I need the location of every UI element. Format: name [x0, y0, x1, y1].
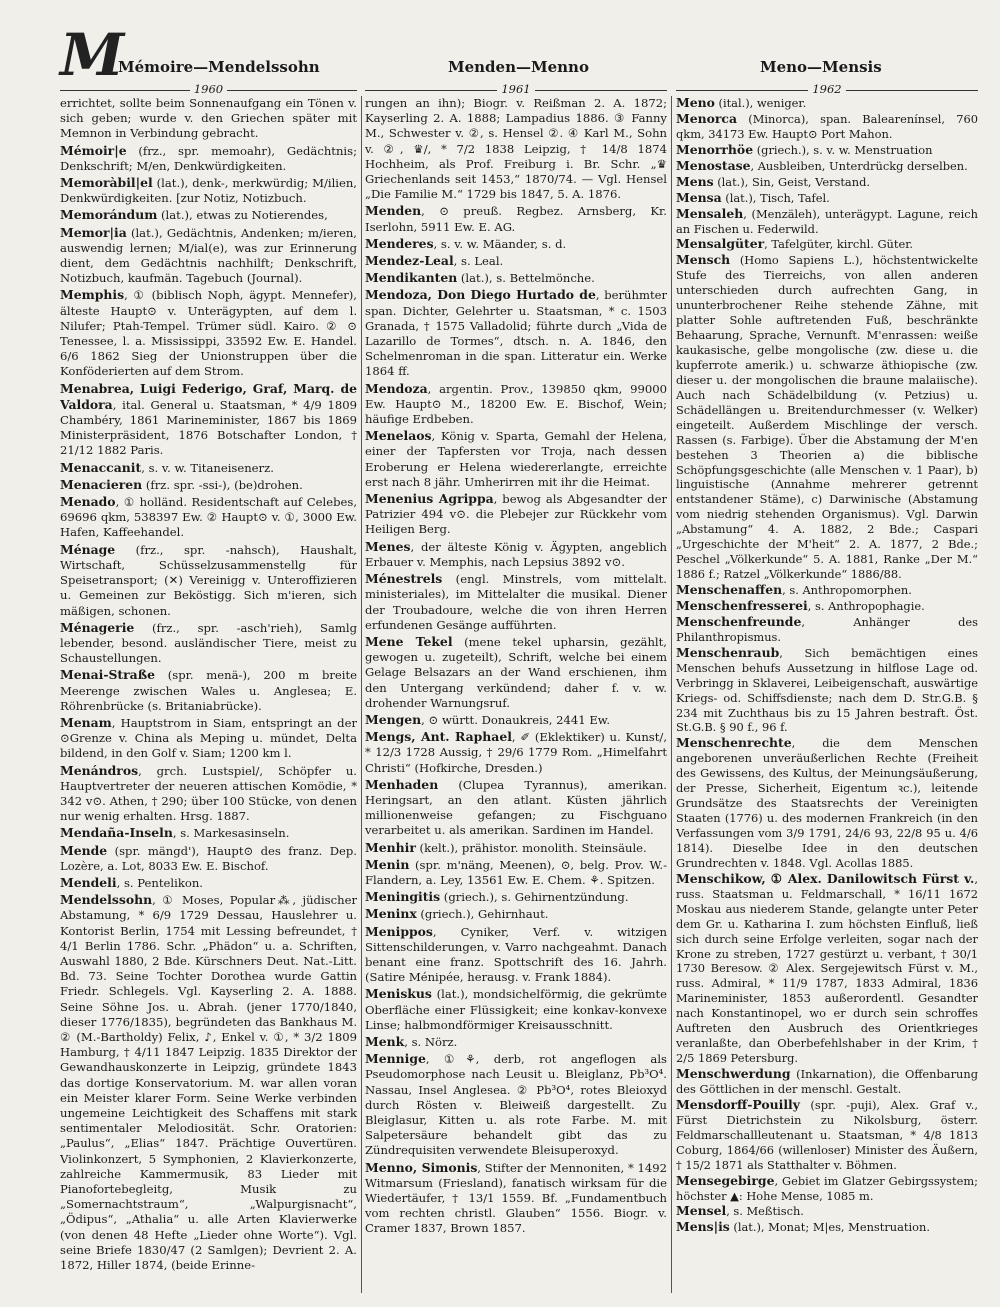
entry-headword: Menschenfreunde — [676, 613, 802, 629]
entry-text: , der älteste König v. Ägypten, angeblich Erbauer v. Memphis, nach Lepsius 3892 v⊙. — [365, 539, 667, 569]
entry-headword: Mensaleh — [676, 205, 744, 221]
entry-headword: Mens — [676, 173, 714, 189]
entry-text: , ① holländ. Residentschaft auf Celebes, 69696 qkm, 538397 Ew. ② Haupt⊙ v. ①, 3000 Ew. Hafen, Kaffeehandel. — [60, 495, 357, 540]
page-header-left: Mémoire—Mendelssohn — [118, 58, 320, 76]
page-number-right: 1962 — [676, 82, 978, 96]
entry-headword: Ménagerie — [60, 619, 135, 635]
dictionary-entry — [60, 175, 357, 206]
entry-headword: Mens|is — [676, 1219, 730, 1235]
dictionary-entry — [365, 906, 667, 922]
entry-headword: Menin — [365, 856, 410, 872]
dictionary-entry — [365, 634, 667, 711]
dictionary-entry — [60, 843, 357, 874]
dictionary-entry — [60, 143, 357, 174]
entry-headword: Mendoza — [365, 380, 428, 396]
dictionary-entry — [365, 924, 667, 986]
entry-text: (mene tekel upharsin, gezählt, gewogen u. zugeteilt), Schrift, welche bei einem Gelage Belsazars an der Wand erschienen, ihm den Untergang verkündend; daher f. v. w. drohender Warnungsruf. — [365, 634, 667, 710]
entry-text: , (Menzäleh), unterägypt. Lagune, reich an Fischen u. Federwild. — [676, 206, 978, 236]
entry-text: , ✐ (Eklektiker) u. Kunst/, * 12/3 1728 Aussig, † 29/6 1779 Rom. „Himelfahrt Christi“ (Hofkirche, Dresden.) — [365, 730, 667, 775]
entry-headword: Menschikow, ① Alex. Danilowitsch Fürst v. — [676, 870, 975, 886]
dictionary-entry — [676, 1204, 978, 1219]
entry-headword: Menam — [60, 714, 112, 730]
entry-headword: Menorca — [676, 110, 737, 126]
entry-headword: Menado — [60, 494, 116, 510]
entry-headword: Mendez-Leal — [365, 253, 454, 269]
entry-headword: Meningitis — [365, 889, 441, 905]
dictionary-entry — [365, 1034, 667, 1050]
entry-text: , s. Nörz. — [404, 1034, 458, 1049]
dictionary-entry — [60, 96, 357, 142]
entry-text: , König v. Sparta, Gemahl der Helena, einer der Tapfersten vor Troja, nach dessen Eroberung er Helena wiedererlangte, erreichte erst nach 8 jähr. Umherirren mit ihr die Heimat. — [365, 429, 667, 489]
entry-text: , s. v. w. Mäander, s. d. — [433, 236, 567, 251]
entry-text: , s. Meßtisch. — [726, 1204, 804, 1219]
dictionary-entry — [60, 460, 357, 476]
entry-text: (griech.), s. v. w. Menstruation — [753, 142, 933, 157]
dictionary-entry — [365, 840, 667, 856]
entry-text: (spr. menä-), 200 m breite Meerenge zwischen Wales u. Anglesea; E. Röhrenbrücke (s. Britaniabrücke). — [60, 668, 357, 713]
dictionary-entry — [365, 203, 667, 234]
entry-headword: Menaccanit — [60, 459, 142, 475]
section-letter: M — [60, 21, 123, 89]
dictionary-entry — [60, 287, 357, 379]
dictionary-entry — [676, 583, 978, 598]
entry-headword: Ménestrels — [365, 571, 443, 587]
entry-text: (spr. m'näng, Meenen), ⊙, belg. Prov. W.-Flandern, a. Ley, 13561 Ew. E. Chem. ⚘. Spitzen. — [365, 857, 667, 887]
dictionary-entry — [60, 477, 357, 493]
entry-text: (lat.), mondsichelförmig, die gekrümte Oberfläche einer Flüssigkeit; eine konkav-konvexe Linse; halbmondförmiger Kreisausschnitt. — [365, 987, 667, 1032]
dictionary-entry — [676, 1174, 978, 1204]
entry-headword: Mensch — [676, 252, 731, 268]
entry-headword: Memorándum — [60, 207, 158, 223]
dictionary-entry — [60, 494, 357, 541]
entry-text: (spr. mängd'), Haupt⊙ des franz. Dep. Lozère, a. Lot, 8033 Ew. E. Bischof. — [60, 843, 357, 873]
dictionary-entry — [365, 253, 667, 269]
entry-text: (lat.), Sin, Geist, Verstand. — [713, 174, 870, 189]
entry-headword: Menk — [365, 1033, 405, 1049]
entry-text: , s. Anthropophagie. — [807, 598, 925, 613]
entry-text: , Cyniker, Verf. v. witzigen Sittenschilderungen, v. Varro nachgeahmt. Danach benant eine franz. Spottschrift des 16. Jahrh. (Satire Ménipée, herausg. v. Frank 1884). — [365, 924, 667, 985]
entry-text: (ital.), weniger. — [714, 96, 807, 110]
entry-headword: Menai-Straße — [60, 667, 156, 683]
dictionary-entry — [60, 225, 357, 287]
dictionary-entry — [676, 207, 978, 237]
entry-text: , Hauptstrom in Siam, entspringt an der ⊙Grenze v. China als Meping u. mündet, Delta bildend, in den Golf v. Siam; 1200 km l. — [60, 715, 357, 761]
dictionary-entry — [60, 825, 357, 841]
dictionary-entry — [365, 1051, 667, 1158]
dictionary-entry — [60, 381, 357, 459]
entry-text: , grch. Lustspiel/, Schöpfer u. Hauptvertreter der neueren attischen Komödie, * 342 v⊙. Athen, † 290; über 100 Stücke, von denen nur wenig erhalten. Hrsg. 1887. — [60, 763, 357, 824]
entry-text: , Anhänger des Philanthropismus. — [676, 614, 978, 644]
entry-headword: Menhaden — [365, 776, 439, 792]
entry-headword: Menippos — [365, 923, 433, 939]
entry-text: errichtet, sollte beim Sonnenaufgang ein Tönen v. sich geben; wurde v. den Griechen später mit Memnon in Verbindung gebracht. — [60, 96, 357, 141]
entry-text: (frz. spr. -ssi-), (be)drohen. — [142, 477, 303, 492]
dictionary-entry — [365, 287, 667, 379]
dictionary-entry — [60, 875, 357, 891]
dictionary-entry — [676, 159, 978, 174]
entry-headword: Menschenraub — [676, 644, 780, 660]
entry-headword: Mendaña-Inseln — [60, 825, 173, 841]
entry-headword: Menostase — [676, 157, 751, 173]
dictionary-entry — [365, 729, 667, 776]
entry-text: , s. Markesasinseln. — [172, 826, 290, 841]
text-column-right — [676, 96, 978, 1293]
dictionary-entry — [676, 253, 978, 582]
entry-text: (frz., spr. memoahr), Gedächtnis; Denkschrift; M/en, Denkwürdigkeiten. — [60, 143, 357, 173]
text-column-left — [60, 96, 357, 1293]
entry-headword: Memor|ia — [60, 224, 127, 240]
entry-headword: Mendoza, Don Diego Hurtado de — [365, 287, 596, 303]
entry-headword: Meninx — [365, 906, 417, 922]
dictionary-entry — [60, 667, 357, 714]
entry-headword: Mende — [60, 842, 108, 858]
entry-text: , Sich bemächtigen eines Menschen behufs Aussetzung in hilflose Lage od. Verbringg in Sklaverei, Leibeigenschaft, auswärtige Kriegs- od. Schiffsdienste; nach dem D. Str.G.B. § 234 mit Zuchthaus bis zu 15 Jahren bestraft. Öst. St.G.B. § 90 f., 96 f. — [676, 645, 978, 735]
entry-text: (Minorca), span. Balearenínsel, 760 qkm, 34173 Ew. Haupt⊙ Port Mahon. — [676, 111, 978, 141]
entry-text: (lat.), Monat; M|es, Menstruation. — [729, 1220, 930, 1235]
entry-text: , berühmter span. Dichter, Gelehrter u. Staatsman, * c. 1503 Granada, † 1575 Valladolid; führte durch „Vida de Lazarillo de Tormes“, dtsch. n. A. 1846, den Schelmenroman in die span. Litteratur ein. Werke 1864 ff. — [365, 288, 667, 379]
entry-headword: Mene Tekel — [365, 633, 453, 649]
dictionary-entry — [365, 1160, 667, 1237]
entry-text: , Tafelgüter, kirchl. Güter. — [764, 237, 914, 252]
dictionary-entry — [365, 381, 667, 428]
dictionary-entry — [60, 207, 357, 223]
entry-text: , ital. General u. Staatsman, * 4/9 1809 Chambéry, 1861 Marineminister, 1867 bis 1869 Ministerpräsident, 1876 Botschafter London, † 21/12 1882 Paris. — [60, 397, 357, 458]
entry-text: , die dem Menschen angeborenen unveräußerlichen Rechte (Freiheit des Gewissens, des Kultus, der Meinungsäußerung, der Presse, Sicherheit, Eigentum ꝛc.), leitende Grundsätze des Staatsrechts der Vereinigten Staaten (1776) u. des modernen Frankreich (in den Verfassungen vom 3/9 1791, 24/6 93, 22/8 95 u. 4/6 1814). Dieselbe Idee in den deutschen Grundrechten v. 1848. Vgl. Acollas 1885. — [676, 736, 978, 870]
entry-headword: Menelaos — [365, 428, 432, 444]
entry-headword: Menorrhöe — [676, 141, 754, 157]
entry-headword: Meniskus — [365, 986, 432, 1002]
entry-text: (griech.), Gehirnhaut. — [416, 907, 549, 922]
entry-text: (lat.), etwas zu Notierendes, — [157, 208, 328, 223]
entry-text: , Gebiet im Glatzer Gebirgssystem; höchster ▲: Hohe Mense, 1085 m. — [676, 1173, 978, 1203]
dictionary-entry — [365, 986, 667, 1033]
entry-headword: Menden — [365, 203, 422, 219]
entry-headword: Menschenfresserei — [676, 597, 808, 613]
page-number-left: 1960 — [60, 82, 357, 96]
entry-headword: Menderes — [365, 235, 434, 251]
entry-headword: Meno — [676, 96, 715, 110]
text-column-center — [365, 96, 667, 1293]
dictionary-entry — [676, 143, 978, 158]
dictionary-entry — [60, 892, 357, 1273]
entry-headword: Menno, Simonis — [365, 1159, 478, 1175]
dictionary-entry — [365, 428, 667, 490]
entry-headword: Mensalgüter — [676, 236, 765, 252]
entry-text: , Ausbleiben, Unterdrückg derselben. — [750, 158, 968, 173]
entry-headword: Mensel — [676, 1203, 727, 1219]
dictionary-entry — [365, 491, 667, 538]
entry-headword: Menschenaffen — [676, 582, 783, 597]
entry-headword: Mengs, Ant. Raphael — [365, 729, 512, 745]
entry-text: , ⊙ württ. Donaukreis, 2441 Ew. — [421, 712, 611, 727]
entry-text: , ① Moses, Popular⁂, jüdischer Abstamung, * 6/9 1729 Dessau, Hauslehrer u. Kontorist Berlin, 1754 mit Lessing befreundet, † 4/1 Berlin 1786. Schr. „Phädon“ u. a. Schriften, Auswahl 1880, 2 Bde. Kürschners Deut. Nat.-Litt. Bd. 73. Seine Tochter Dorothea wurde Gattin Friedr. Schlegels. Vgl. Kayserling 2. A. 1888. Seine Söhne Jos. u. Abrah. (jener 1770/1840, dieser 1776/1835), begründeten das Bankhaus M. ② (M.-Bartholdy) Felix, ♪, Enkel v. ①, * 3/2 1809 Hamburg, † 4/11 1847 Leipzig. 1835 Direktor der Gewandhauskonzerte in Leipzig, gründete 1843 das dortige Konservatorium. M. war allen voran ein Meister klarer Form. Seine Werke verbinden ungemeine Leichtigkeit des Schaffens mit stark sentimentaler Melodiosität. Schr. Oratorien: „Paulus“, „Elias“ 1847. Prächtige Ouvertüren. Violinkonzert, 5 Symphonien, 2 Klavierkonzerte, zahlreiche Kammermusik, 83 Lieder mit Pianofortebegleitg, Musik zu „Somernachtstraum“, „Walpurgisnacht“, „Ödipus“, „Athalia“ u. alle Arten Klavierwerke (von denen 48 Hefte „Lieder ohne Worte“). Vgl. seine Briefe 1830/47 (2 Samlgen); Devrient 2. A. 1872, Hiller 1874, (beide Erinne- — [60, 893, 357, 1273]
entry-text: (griech.), s. Gehirnentzündung. — [440, 890, 629, 905]
dictionary-entry — [365, 571, 667, 633]
dictionary-entry — [676, 872, 978, 1066]
entry-text: , ①⚘, derb, rot angeflogen als Pseudomorphose nach Leusit u. Bleiglanz, Pb³O⁴. Nassau, Insel Anglesea. ② Pb³O⁴, rotes Bleioxyd durch Rösten v. Bleiweiß dargestellt. Zu Bleiglasur, Kitten u. als rote Farbe. M. mit Salpetersäure behandelt gibt das zu Zündrequisiten verwendete Bleisuperoxyd. — [365, 1052, 667, 1158]
dictionary-entry — [365, 539, 667, 570]
entry-headword: Mendelssohn — [60, 892, 153, 908]
dictionary-entry — [676, 599, 978, 614]
entry-text: (lat.), Tisch, Tafel. — [721, 190, 830, 205]
entry-headword: Mengen — [365, 711, 422, 727]
dictionary-entry — [676, 615, 978, 645]
entry-text: (frz., spr. -asch'rieh), Samlg lebender, besond. ausländischer Tiere, meist zu Schaustellungen. — [60, 620, 357, 666]
entry-text: (kelt.), prähistor. monolith. Steinsäule. — [415, 840, 647, 855]
dictionary-entry — [365, 857, 667, 888]
entry-headword: Mendeli — [60, 874, 117, 890]
dictionary-entry — [676, 1220, 978, 1235]
entry-text: (engl. Minstrels, vom mittelalt. ministeriales), im Mittelalter die musikal. Diener der Troubadoure, welche die von ihren Herren erfundenen Gesänge aufführten. — [365, 572, 667, 632]
entry-text: (lat.), Gedächtnis, Andenken; m/ieren, auswendig lernen; M/ial(e), was zur Erinnerung dient, dem Gedächtnis nachhilft; Denkschrift, Notizbuch, kaufmän. Tagebuch (Journal). — [60, 225, 357, 286]
entry-text: (Clupea Tyrannus), amerikan. Heringsart, an den atlant. Küsten jährlich millionenweise gefangen; zu Fischguano verarbeitet u. als amerikan. Sardinen im Handel. — [365, 777, 667, 838]
dictionary-entry — [676, 237, 978, 252]
entry-text: , bewog als Abgesandter der Patrizier 494 v⊙. die Plebejer zur Rückkehr vom Heiligen Berg. — [365, 492, 667, 537]
dictionary-entry — [365, 270, 667, 286]
entry-headword: Menacieren — [60, 476, 143, 492]
dictionary-entry — [365, 96, 667, 202]
entry-headword: Memoràbil|el — [60, 175, 153, 191]
entry-headword: Mendikanten — [365, 270, 458, 286]
page-header-center: Menden—Menno — [448, 58, 589, 76]
entry-headword: Menes — [365, 538, 411, 554]
entry-text: , ⊙ preuß. Regbez. Arnsberg, Kr. Iserlohn, 5911 Ew. E. AG. — [365, 204, 667, 234]
column-divider — [361, 96, 362, 1293]
entry-headword: Menhir — [365, 839, 416, 855]
dictionary-entry — [676, 1067, 978, 1097]
column-divider — [671, 96, 672, 1293]
entry-headword: Mémoir|e — [60, 142, 127, 158]
dictionary-entry — [365, 712, 667, 728]
dictionary-entry — [676, 736, 978, 870]
entry-text: , s. Leal. — [453, 254, 504, 269]
dictionary-entry — [676, 112, 978, 142]
page-number-center: 1961 — [365, 82, 667, 96]
entry-headword: Menschenrechte — [676, 735, 792, 751]
entry-text: (Homo Sapiens L.), höchstentwickelte Stufe des Tierreichs, von allen anderen unterschieden durch aufrechten Gang, in ununterbrochener Reihe stehende Zähne, mit platter Sohle auftretenden Fuß, beschränkte Behaarung, Sprache, Vernunft. M'enrassen: weiße kaukasische, gelbe mongolische (zw. diese u. die kupferrote amerik.) u. schwarze äthiopische (zw. dieser u. der mongolischen die braune malaiische). Auch nach Schädelbildung (v. Petzius) u. Schädellängen u. Breitendurchmesser (v. Welker) eingeteilt. Außerdem Mischlinge der versch. Rassen (s. Farbige). Über die Abstamung der M'en bestehen 3 Theorien a) die biblische Schöpfungsgeschichte (alle Menschen v. 1 Paar), b) linguistische (Annahme mehrerer getrennt entstandener Stäme), c) Darwinische (Abstamung vom niedrig stehenden Organismus). Vgl. Darwin „Abstamung“ 4. A. 1882, 2 Bde.; Caspari „Urgeschichte der M'heit“ 2. A. 1877, 2 Bde.; Peschel „Völkerkunde“ 5. A. 1881, Ranke „Der M.“ 1886 f.; Ratzel „Völkerkunde“ 1886/88. — [676, 253, 978, 582]
dictionary-entry — [365, 889, 667, 905]
dictionary-entry — [365, 777, 667, 839]
entry-text: rungen an ihn); Biogr. v. Reißman 2. A. 1872; Kayserling 2. A. 1888; Lampadius 1886. ③ Fanny M., Schwester v. ②, s. Hensel ②. ④ Karl M., Sohn v. ②, ♛/, * 7/2 1838 Leipzig, † 14/8 1874 Hochheim, als Prof. Freiburg i. Br. Schr. „♛ Griechenlands seit 1453,“ 1870/74. — Vgl. Hensel „Die Familie M.“ 1729 bis 1847, 5. A. 1876. — [365, 96, 667, 202]
entry-headword: Menschwerdung — [676, 1066, 791, 1081]
entry-headword: Menabrea, Luigi Federigo, Graf, Marq. de Valdora — [60, 380, 357, 412]
entry-text: , Stifter der Mennoniten, * 1492 Witmarsum (Friesland), fanatisch wirksam für die Wiedertäufer, † 13/1 1559. Bf. „Fundamentbuch vom rechten christl. Glauben“ 1556. Biogr. v. Cramer 1837, Brown 1857. — [365, 1160, 667, 1236]
entry-headword: Menenius Agrippa — [365, 491, 494, 507]
entry-text: , argentin. Prov., 139850 qkm, 99000 Ew. Haupt⊙ M., 18200 Ew. E. Bischof, Wein; häufige Erdbeben. — [365, 381, 667, 427]
entry-headword: Mensdorff-Pouilly — [676, 1096, 800, 1112]
entry-headword: Mennige — [365, 1051, 426, 1067]
entry-text: (lat.), s. Bettelmönche. — [457, 271, 595, 286]
entry-headword: Mensegebirge — [676, 1172, 775, 1188]
dictionary-entry — [676, 175, 978, 190]
dictionary-entry — [676, 191, 978, 206]
dictionary-entry — [676, 1098, 978, 1173]
entry-headword: Memphis — [60, 287, 125, 303]
dictionary-entry — [60, 542, 357, 619]
dictionary-entry — [60, 763, 357, 825]
entry-text: (frz., spr. -nahsch), Haushalt, Wirtschaft, Schüsselzusammenstellg für Speisetransport; (✕) Vereinigg v. Unteroffizieren u. Gemeinen zur Beköstigg. Sich m'ieren, sich mäßigen, schonen. — [60, 542, 357, 618]
entry-text: (Inkarnation), die Offenbarung des Göttlichen in der menschl. Gestalt. — [676, 1067, 978, 1096]
entry-text: (spr. -puji), Alex. Graf v., Fürst Dietrichstein zu Nikolsburg, österr. Feldmarschallleutenant u. Staatsman, * 4/8 1813 Coburg, 1864/66 (willenloser) Minister des Äußern, † 15/2 1871 als Statthalter v. Böhmen. — [676, 1097, 978, 1172]
entry-text: , s. Pentelikon. — [116, 875, 203, 890]
dictionary-entry — [60, 715, 357, 762]
entry-headword: Mensa — [676, 189, 722, 205]
entry-text: , s. v. w. Titaneisenerz. — [141, 460, 274, 475]
dictionary-entry — [676, 96, 978, 111]
dictionary-entry — [676, 646, 978, 736]
entry-headword: Ménage — [60, 541, 116, 557]
entry-text: (lat.), denk-, merkwürdig; M/ilien, Denkwürdigkeiten. [zur Notiz, Notizbuch. — [60, 176, 357, 206]
entry-headword: Menándros — [60, 762, 139, 778]
dictionary-entry — [365, 236, 667, 252]
dictionary-entry — [60, 620, 357, 667]
entry-text: , s. Anthropomorphen. — [782, 583, 912, 597]
page-header-right: Meno—Mensis — [760, 58, 882, 76]
entry-text: , russ. Staatsman u. Feldmarschall, * 16/11 1672 Moskau aus niederem Stande, gelangte unter Peter dem Gr. u. Katharina I. zum höchsten Einfluß, ließ sich durch seine Erfolge verleiten, sogar nach der Krone zu streben, 1727 gestürzt u. verbant, † 30/1 1730 Beresow. ② Alex. Sergejewitsch Fürst v. M., russ. Admiral, * 11/9 1787, 1833 Admiral, 1836 Marineminister, 1853 außerordentl. Gesandter nach Konstantinopel, wo er durch sein schroffes Auftreten den Ausbruch des Orientkrieges veranlaßte, dan Oberbefehlshaber in der Krim, † 2/5 1869 Petersburg. — [676, 871, 978, 1066]
entry-text: , ① (biblisch Noph, ägypt. Mennefer), älteste Haupt⊙ v. Unterägypten, auf dem l. Nilufer; Ptah-Tempel. Trümer südl. Kairo. ② ⊙ Tenessee, l. a. Mississippi, 33592 Ew. E. Handel. 6/6 1862 Sieg der Unionstruppen über die Konföderierten auf dem Strom. — [60, 288, 357, 379]
